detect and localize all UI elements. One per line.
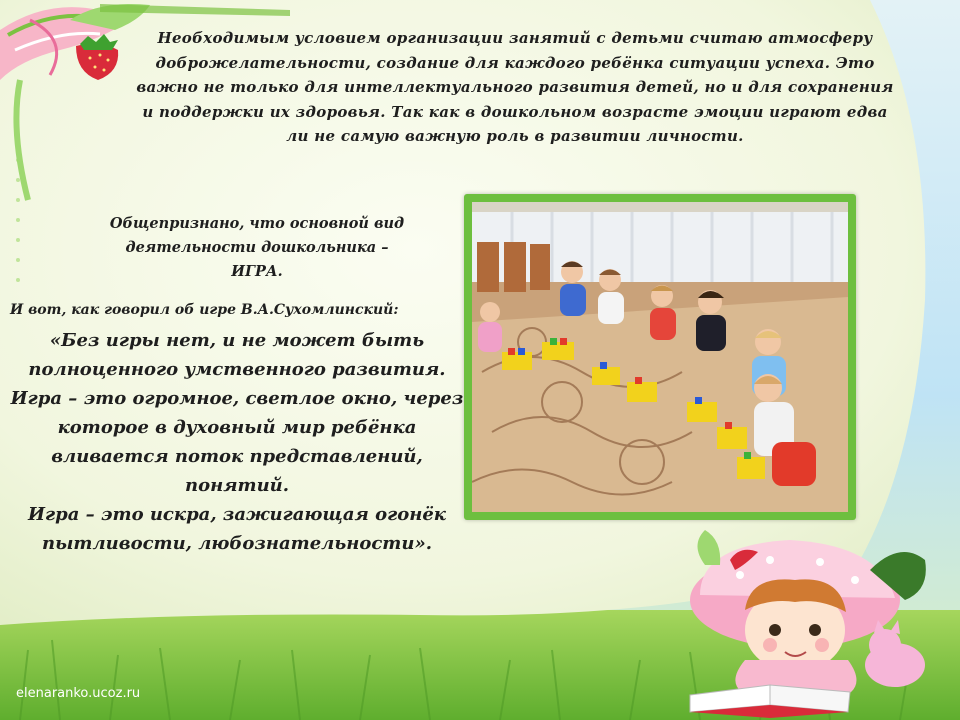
quote-line: понятий. (184, 475, 290, 496)
photo-frame (464, 194, 856, 520)
quote-line: Игра – это огромное, светлое окно, через (10, 388, 464, 409)
children-playing-photo (472, 202, 848, 512)
website-watermark: elenaranko.ucoz.ru (16, 686, 141, 701)
intro-paragraph: Необходимым условием организации занятий с детьми считаю атмосферу доброжелательности, создание для каждого ребёнка ситуации успеха. Это важно не только для интеллектуального развития детей, но и для сохранения и поддержки их здоровья. Так как в дошкольном возрасте эмоции играют едва ли не самую важную роль в развитии личности. (136, 29, 894, 145)
quote-line: вливается поток представлений, (51, 446, 423, 467)
sukhomlinsky-lead: И вот, как говорил об игре В.А.Сухомлинский: (10, 302, 399, 318)
common-line-1: Общепризнано, что основной вид (109, 215, 405, 232)
quote-line: полноценного умственного развития. (28, 359, 446, 380)
quote-line: «Без игры нет, и не может быть (49, 330, 425, 351)
quote-line: пытливости, любознательности». (42, 533, 432, 554)
common-line-3: ИГРА. (231, 263, 283, 280)
common-knowledge-paragraph (82, 212, 432, 284)
sukhomlinsky-quote (2, 326, 472, 558)
common-line-2: деятельности дошкольника – (125, 239, 389, 256)
quote-line: Игра – это искра, зажигающая огонёк (28, 504, 446, 525)
quote-line: которое в духовный мир ребёнка (57, 417, 417, 438)
